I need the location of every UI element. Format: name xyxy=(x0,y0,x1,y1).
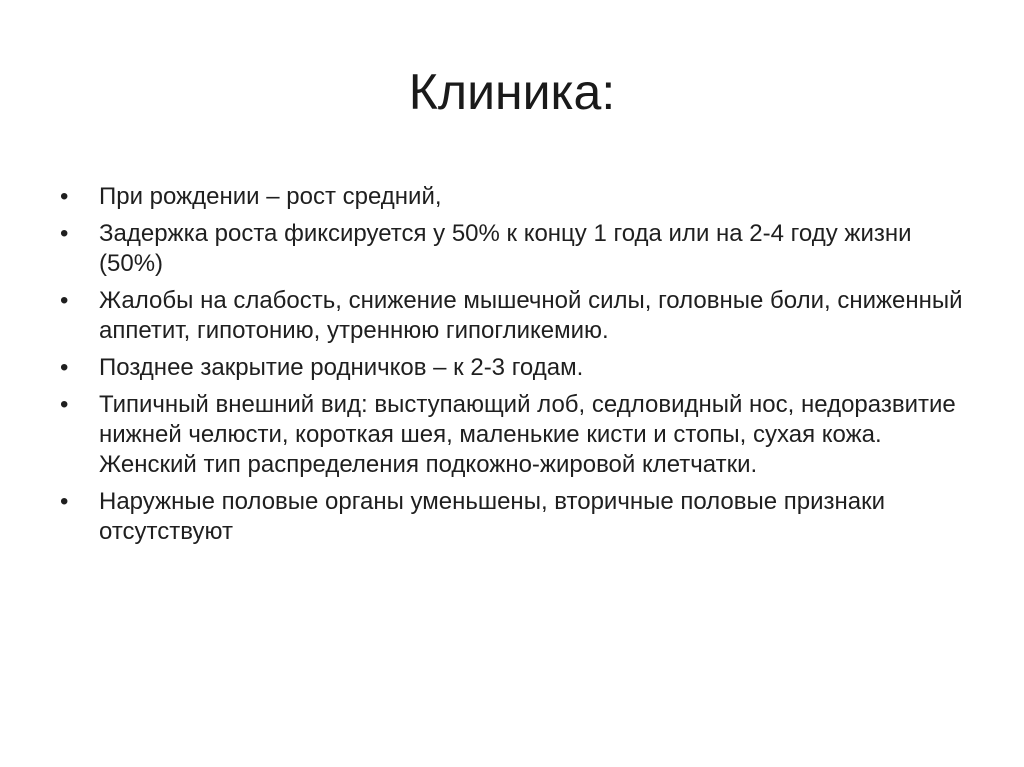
bullet-icon: • xyxy=(60,287,69,314)
bullet-text: Задержка роста фиксируется у 50% к концу 1 года или на 2-4 году жизни (50%) xyxy=(99,220,912,277)
bullet-text: Жалобы на слабость, снижение мышечной силы, головные боли, сниженный аппетит, гипотонию, утреннюю гипогликемию. xyxy=(99,287,963,344)
bullet-text: Наружные половые органы уменьшены, вторичные половые признаки отсутствуют xyxy=(99,488,886,545)
bullet-item xyxy=(60,390,980,480)
bullet-item xyxy=(60,487,980,547)
bullet-item xyxy=(60,286,980,346)
bullet-icon: • xyxy=(60,220,69,247)
bullet-icon: • xyxy=(60,488,69,515)
bullet-item xyxy=(60,182,980,212)
bullet-icon: • xyxy=(60,354,69,381)
bullet-text: Позднее закрытие родничков – к 2-3 годам. xyxy=(99,354,584,381)
bullet-item xyxy=(60,353,980,383)
bullet-icon: • xyxy=(60,391,69,418)
bullet-icon: • xyxy=(60,183,69,210)
bullet-text: Типичный внешний вид: выступающий лоб, седловидный нос, недоразвитие нижней челюсти, короткая шея, маленькие кисти и стопы, сухая кожа. Женский тип распределения подкожно-жировой клетчатки. xyxy=(99,391,956,478)
bullet-text: При рождении – рост средний, xyxy=(99,183,442,210)
bullet-list xyxy=(60,182,980,554)
slide-title: Клиника: xyxy=(408,64,616,120)
bullet-item xyxy=(60,219,980,279)
